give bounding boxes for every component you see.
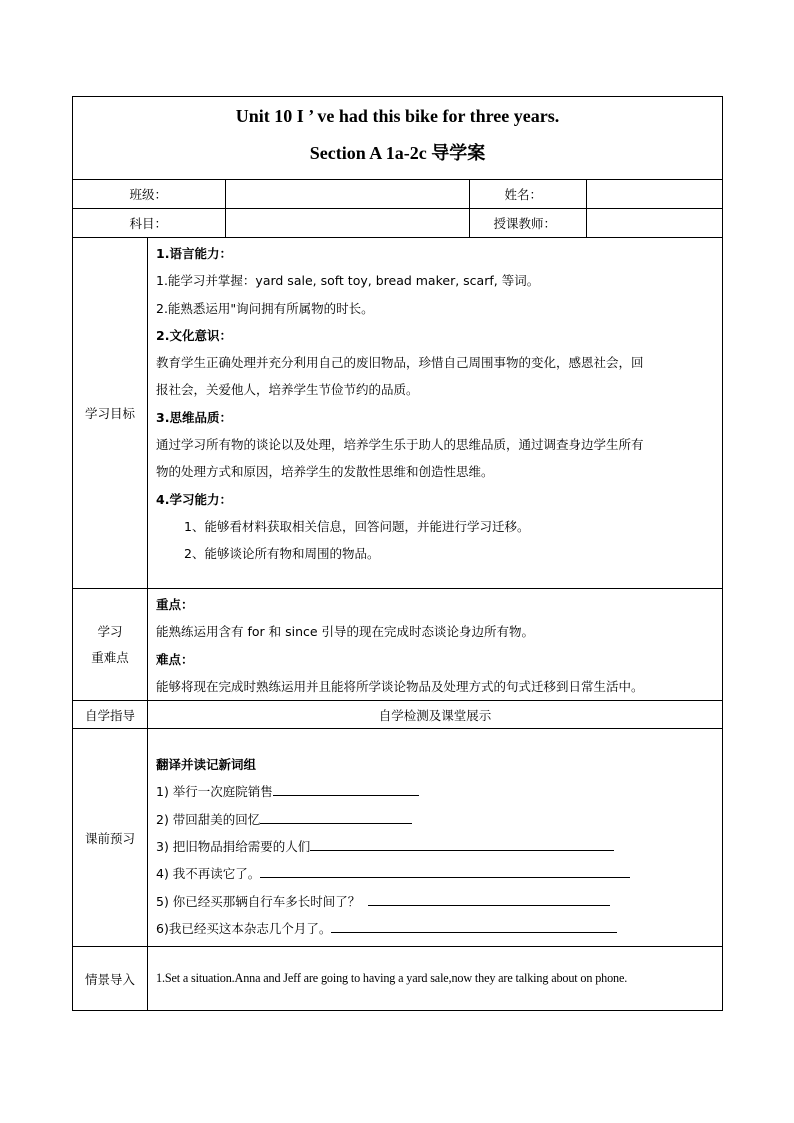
guide-content: 自学检测及课堂展示 (148, 701, 723, 729)
key-text: 能熟练运用含有 for 和 since 引导的现在完成时态谈论身边所有物。 (156, 624, 535, 640)
situation-text: 1.Set a situation.Anna and Jeff are going to having a yard sale,now they are talking about on phone. (148, 947, 723, 1011)
answer-blank[interactable] (260, 862, 630, 878)
language-item: 1.能学习并掌握：yard sale, soft toy, bread maker, scarf, 等词。 (156, 273, 540, 289)
info-row-2 (73, 209, 723, 238)
title-line-2: Section A 1a-2c 导学案 (309, 143, 486, 163)
preview-item (156, 860, 714, 887)
answer-blank[interactable] (273, 780, 419, 796)
preview-item (156, 806, 714, 833)
thinking-line: 物的处理方式和原因，培养学生的发散性思维和创造性思维。 (156, 464, 494, 480)
learning-item: 1、能够看材料获取相关信息，回答问题，并能进行学习迁移。 (184, 518, 530, 534)
guide-label: 自学指导 (73, 701, 148, 729)
learning-heading: 4.学习能力： (156, 491, 232, 507)
keypoints-label (73, 589, 148, 701)
subject-label: 科目： (73, 209, 226, 238)
keypoints-row (73, 589, 723, 701)
culture-line: 教育学生正确处理并充分利用自己的废旧物品，珍惜自己周围事物的变化，感恩社会，回 (156, 355, 644, 371)
difficult-heading: 难点： (156, 651, 194, 667)
preview-item-text: 4) 我不再读它了。 (156, 866, 261, 882)
preview-content (148, 729, 723, 947)
preview-item-text: 5) 你已经买那辆自行车多长时间了？ (156, 893, 361, 909)
guide-row (73, 701, 723, 729)
preview-row (73, 729, 723, 947)
preview-item (156, 833, 714, 860)
key-heading: 重点： (156, 597, 194, 612)
situation-row (73, 947, 723, 1011)
preview-item-text: 6)我已经买这本杂志几个月了。 (156, 920, 332, 936)
thinking-line: 通过学习所有物的谈论以及处理，培养学生乐于助人的思维品质，通过调查身边学生所有 (156, 437, 644, 453)
situation-label: 情景导入 (73, 947, 148, 1011)
teacher-label: 授课教师： (470, 209, 587, 238)
class-label: 班级： (73, 180, 226, 209)
info-row-1 (73, 180, 723, 209)
culture-heading: 2.文化意识： (156, 327, 232, 343)
culture-line: 报社会，关爱他人，培养学生节俭节约的品质。 (156, 382, 419, 398)
preview-item (156, 888, 714, 915)
language-heading: 1.语言能力： (156, 246, 232, 261)
worksheet (72, 96, 722, 1011)
keypoints-content (148, 589, 723, 701)
preview-item (156, 915, 714, 942)
language-item: 2.能熟悉运用"询问拥有所属物的时长。 (156, 300, 374, 316)
answer-blank[interactable] (368, 890, 610, 906)
objectives-label: 学习目标 (73, 238, 148, 589)
difficult-text: 能够将现在完成时熟练运用并且能将所学谈论物品及处理方式的句式迁移到日常生活中。 (156, 678, 644, 694)
worksheet-table (72, 96, 723, 1011)
preview-item-text: 3) 把旧物品捐给需要的人们 (156, 839, 311, 855)
preview-item-text: 1) 举行一次庭院销售 (156, 784, 273, 800)
answer-blank[interactable] (310, 835, 614, 851)
title-row (73, 97, 723, 180)
learning-item: 2、能够谈论所有物和周围的物品。 (184, 546, 380, 562)
thinking-heading: 3.思维品质： (156, 409, 232, 425)
keypoints-label-line-1: 学习 (97, 623, 123, 639)
class-field[interactable] (226, 180, 470, 209)
preview-item-text: 2) 带回甜美的回忆 (156, 811, 261, 827)
preview-label: 课前预习 (73, 729, 148, 947)
teacher-field[interactable] (587, 209, 723, 238)
keypoints-label-line-2: 重难点 (91, 649, 129, 665)
name-label: 姓名： (470, 180, 587, 209)
answer-blank[interactable] (331, 917, 617, 933)
preview-item (156, 778, 714, 805)
preview-heading: 翻译并读记新词组 (156, 757, 257, 773)
title-line-1: Unit 10 I ’ ve had this bike for three years. (235, 106, 560, 126)
name-field[interactable] (587, 180, 723, 209)
title-cell (73, 97, 723, 180)
objectives-row (73, 238, 723, 589)
subject-field[interactable] (226, 209, 470, 238)
answer-blank[interactable] (260, 808, 412, 824)
objectives-content (148, 238, 723, 589)
